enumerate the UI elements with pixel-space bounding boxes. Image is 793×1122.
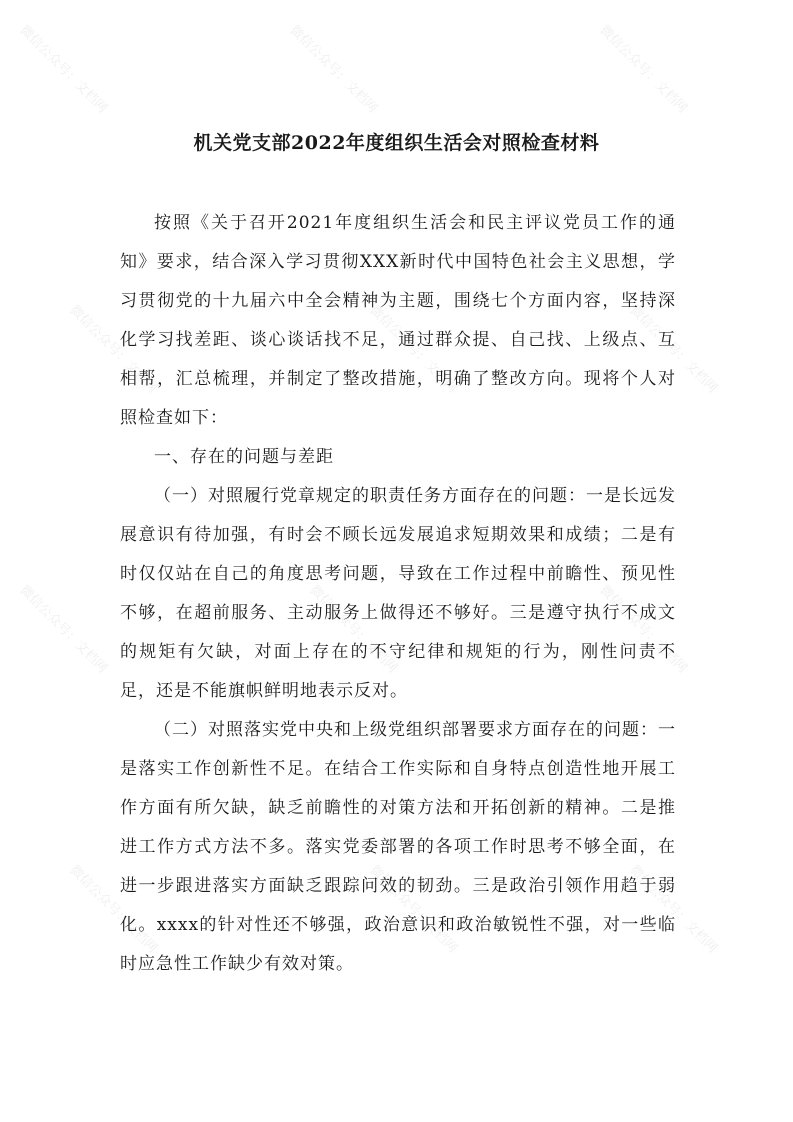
watermark: 微信公众号：文档网 — [596, 582, 690, 677]
document-body — [120, 204, 676, 984]
watermark: 微信公众号：文档网 — [596, 22, 690, 117]
subsection-paragraph-2: （二）对照落实党中央和上级党组织部署要求方面存在的问题：一是落实工作创新性不足。在结合工作实际和自身特点创造性地开展工作方面有所欠缺，缺乏前瞻性的对策方法和开拓创新的精神。二是推进工作方式方法不多。落实党委部署的各项工作时思考不够全面，在进一步跟进落实方面缺乏跟踪问效的韧劲。三是政治引领作用趋于弱化。xxxx的针对性还不够强，政治意识和政治敏锐性不强，对一些临时应急性工作缺少有效对策。 — [120, 720, 676, 974]
intro-paragraph: 按照《关于召开2021年度组织生活会和民主评议党员工作的通知》要求，结合深入学习贯彻XXX新时代中国特色社会主义思想，学习贯彻党的十九届六中全会精神为主题，围绕七个方面内容，坚持深化学习找差距、谈心谈话找不足，通过群众提、自己找、上级点、互相帮，汇总梳理，并制定了整改措施，明确了整改方向。现将个人对照检查如下： — [120, 213, 676, 428]
watermark: 微信公众号：文档网 — [66, 862, 160, 957]
subsection-paragraph-1: （一）对照履行党章规定的职责任务方面存在的问题：一是长远发展意识有待加强，有时会不顾长远发展追求短期效果和成绩；二是有时仅仅站在自己的角度思考问题，导致在工作过程中前瞻性、预见性不够，在超前服务、主动服务上做得还不够好。三是遵守执行不成文的规矩有欠缺，对面上存在的不守纪律和规矩的行为，刚性问责不足，还是不能旗帜鲜明地表示反对。 — [120, 486, 676, 701]
watermark: 微信公众号：文档网 — [366, 302, 460, 397]
document-title: 机关党支部2022年度组织生活会对照检查材料 — [193, 132, 600, 154]
watermark: 微信公众号：文档网 — [626, 862, 720, 957]
watermark: 微信公众号：文档网 — [16, 22, 110, 117]
watermark: 微信公众号：文档网 — [306, 582, 400, 677]
watermark: 微信公众号：文档网 — [16, 582, 110, 677]
watermark: 微信公众号：文档网 — [366, 862, 460, 957]
watermark: 微信公众号：文档网 — [626, 302, 720, 397]
section-heading: 一、存在的问题与差距 — [154, 447, 334, 467]
watermark: 微信公众号：文档网 — [286, 22, 380, 117]
watermark: 微信公众号：文档网 — [66, 302, 160, 397]
